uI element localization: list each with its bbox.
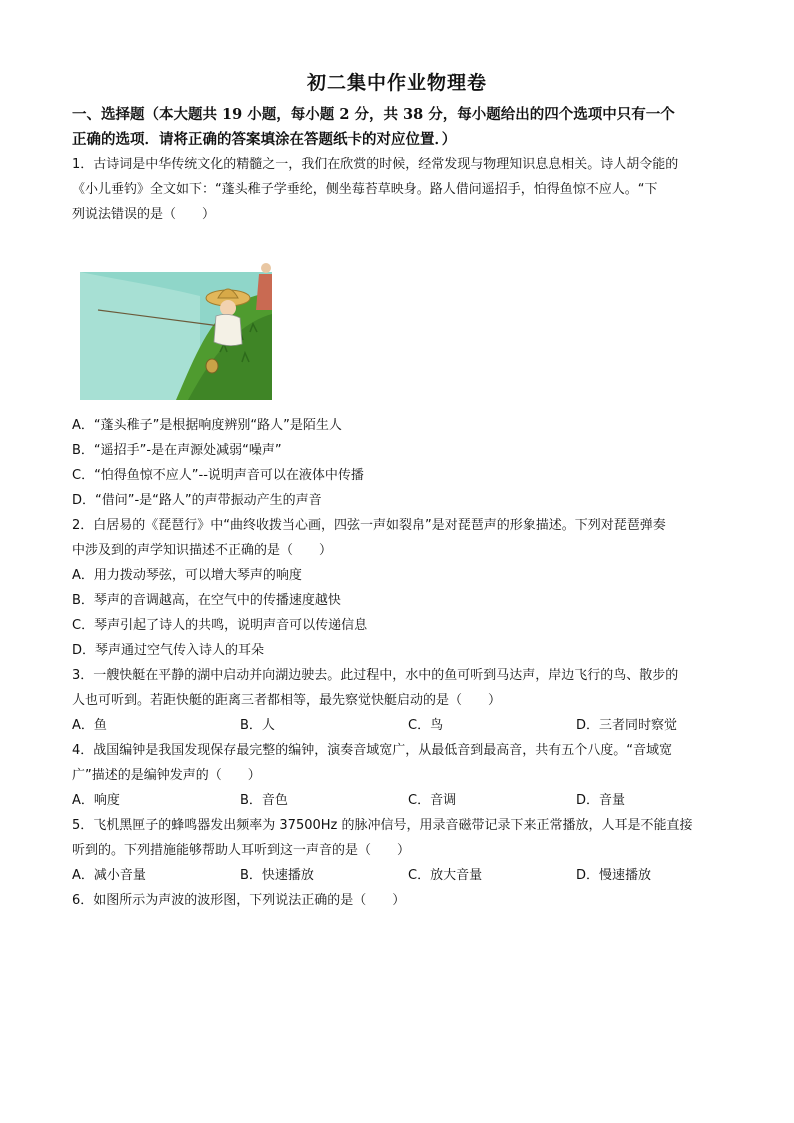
q2-stem-line-1: 2．白居易的《琵琶行》中“曲终收拨当心画，四弦一声如裂帛”是对琵琶声的形象描述。下列对琵琶弹奏 bbox=[72, 518, 666, 533]
child-face bbox=[220, 300, 236, 316]
q1-stem-line-1: 1．古诗词是中华传统文化的精髓之一，我们在欣赏的时候，经常发现与物理知识息息相关。诗人胡令能的 bbox=[72, 157, 679, 172]
q5-options-row bbox=[72, 863, 732, 888]
q5-option-d: D．慢速播放 bbox=[576, 868, 652, 883]
q2-option-c: C．琴声引起了诗人的共鸣，说明声音可以传递信息 bbox=[72, 618, 368, 633]
q1-stem-line-2: 《小儿垂钓》全文如下：“蓬头稚子学垂纶，侧坐莓苔草映身。路人借问遥招手，怕得鱼惊不应人。“下 bbox=[72, 182, 658, 197]
q2-option-b: B．琴声的音调越高，在空气中的传播速度越快 bbox=[72, 593, 341, 608]
q4-option-d: D．音量 bbox=[576, 793, 626, 808]
q3-options-row bbox=[72, 713, 732, 738]
q5-option-c: C．放大音量 bbox=[408, 868, 483, 883]
q5-stem-line-2: 听到的。下列措施能够帮助人耳听到这一声音的是（ ） bbox=[72, 843, 411, 858]
passerby-head bbox=[261, 263, 271, 273]
q1-stem-line-3: 列说法错误的是（ ） bbox=[72, 207, 216, 222]
q4-option-c: C．音调 bbox=[408, 793, 457, 808]
section-heading-line-2: 正确的选项．请将正确的答案填涂在答题纸卡的对应位置．） bbox=[72, 131, 457, 148]
q1-option-d: D．“借问”-是“路人”的声带振动产生的声音 bbox=[72, 493, 322, 508]
section-heading-line-1: 一、选择题（本大题共 19 小题，每小题 2 分，共 38 分，每小题给出的四个选项中只有一个 bbox=[72, 106, 675, 123]
q5-stem-line-1: 5．飞机黑匣子的蜂鸣器发出频率为 37500Hz 的脉冲信号，用录音磁带记录下来正常播放，人耳是不能直接 bbox=[72, 818, 693, 833]
page-title: 初二集中作业物理卷 bbox=[306, 72, 487, 94]
q5-option-b: B．快速播放 bbox=[240, 868, 314, 883]
fishing-child-illustration bbox=[80, 252, 272, 400]
q1-option-b: B．“遥招手”-是在声源处减弱“噪声” bbox=[72, 443, 282, 458]
q3-option-d: D．三者同时察觉 bbox=[576, 718, 678, 733]
q5-option-a: A．减小音量 bbox=[72, 868, 146, 883]
q2-option-a: A．用力拨动琴弦，可以增大琴声的响度 bbox=[72, 568, 302, 583]
q4-stem-line-2: 广”描述的是编钟发声的（ ） bbox=[72, 768, 261, 783]
q1-option-a: A．“蓬头稚子”是根据响度辨别“路人”是陌生人 bbox=[72, 418, 342, 433]
q2-stem-line-2: 中涉及到的声学知识描述不正确的是（ ） bbox=[72, 543, 333, 558]
q2-option-d: D．琴声通过空气传入诗人的耳朵 bbox=[72, 643, 265, 658]
q3-stem-line-2: 人也可听到。若距快艇的距离三者都相等，最先察觉快艇启动的是（ ） bbox=[72, 693, 502, 708]
fishing-scene-svg bbox=[80, 252, 272, 400]
child-body bbox=[214, 314, 242, 345]
q3-stem-line-1: 3．一艘快艇在平静的湖中启动并向湖边驶去。此过程中，水中的鱼可听到马达声，岸边飞行的鸟、散步的 bbox=[72, 668, 679, 683]
q6-stem-line-1: 6．如图所示为声波的波形图，下列说法正确的是（ ） bbox=[72, 893, 406, 908]
q4-options-row bbox=[72, 788, 732, 813]
q4-option-a: A．响度 bbox=[72, 793, 120, 808]
q1-option-c: C．“怕得鱼惊不应人”--说明声音可以在液体中传播 bbox=[72, 468, 364, 483]
q3-option-b: B．人 bbox=[240, 718, 275, 733]
q4-stem-line-1: 4．战国编钟是我国发现保存最完整的编钟，演奏音域宽广，从最低音到最高音，共有五个八度。“音域宽 bbox=[72, 743, 673, 758]
fish-basket bbox=[206, 359, 218, 373]
q4-option-b: B．音色 bbox=[240, 793, 288, 808]
q3-option-c: C．鸟 bbox=[408, 718, 444, 733]
q3-option-a: A．鱼 bbox=[72, 718, 107, 733]
